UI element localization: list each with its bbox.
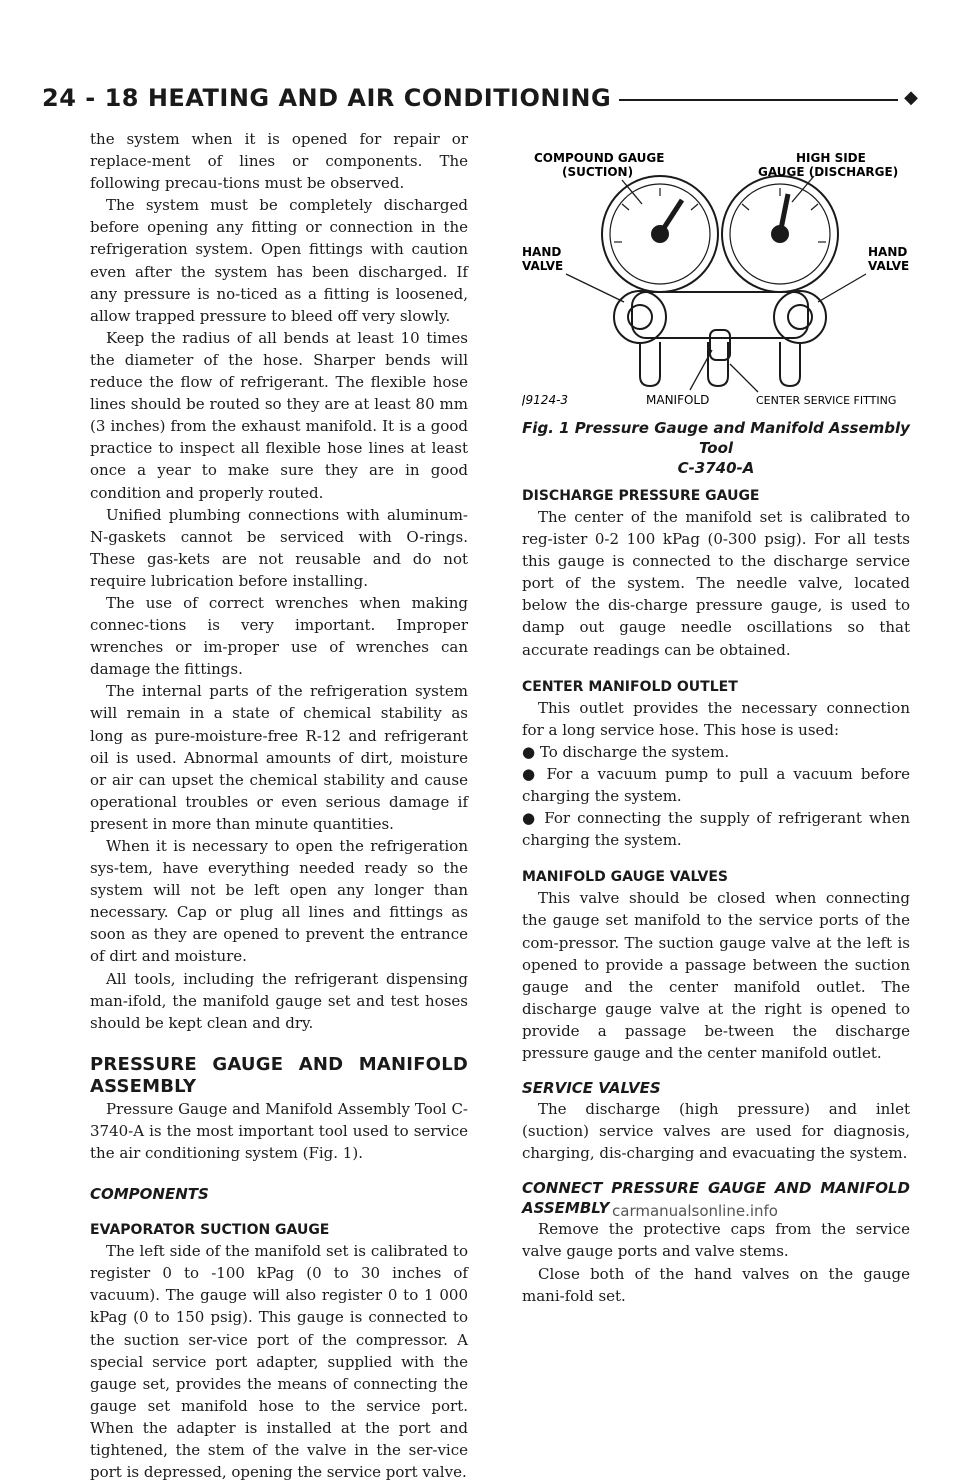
label-high-side: HIGH SIDE bbox=[796, 151, 866, 165]
subsection-heading: CONNECT PRESSURE GAUGE AND MANIFOLD ASSEMBLY bbox=[522, 1179, 910, 1218]
diamond-icon: ◆ bbox=[904, 87, 918, 108]
subsection-heading: CENTER MANIFOLD OUTLET bbox=[522, 678, 738, 695]
paragraph: All tools, including the refrigerant dispensing man-ifold, the manifold gauge set and test hoses should be kept clean and dry. bbox=[90, 969, 468, 1032]
paragraph: This valve should be closed when connecting the gauge set manifold to the service ports of the com-pressor. The suction gauge valve at the left is opened to provide a passage between the suction gauge and the center manifold outlet. The discharge gauge valve at the right is opened to provide a passage be-tween the discharge pressure gauge and the center manifold outlet. bbox=[522, 889, 910, 1062]
bullet-item: ● To discharge the system. bbox=[522, 742, 730, 761]
paragraph: the system when it is opened for repair or replace-ment of lines or components. The following precau-tions must be observed. bbox=[90, 130, 468, 193]
paragraph: The discharge (high pressure) and inlet (suction) service valves are used for diagnosis, charging, dis-charging and evacuating the system. bbox=[522, 1100, 910, 1163]
manifold-gauge-illustration bbox=[522, 142, 910, 412]
paragraph: Pressure Gauge and Manifold Assembly Tool C-3740-A is the most important tool used to service the air conditioning system (Fig. 1). bbox=[90, 1099, 468, 1163]
bullet-item: ● For a vacuum pump to pull a vacuum before charging the system. bbox=[522, 764, 910, 806]
paragraph: The use of correct wrenches when making connec-tions is very important. Improper wrenches or im-proper use of wrenches can damage the fittings. bbox=[90, 593, 468, 679]
paragraph: The system must be completely discharged before opening any fitting or connection in the refrigeration system. Open fittings with caution even after the system has been discharged. If any pressure is no-ticed as a fitting is loosened, allow trapped pressure to bleed off very slowly. bbox=[90, 196, 468, 325]
label-hand-valve-left-1: HAND bbox=[522, 245, 562, 259]
left-column bbox=[90, 128, 468, 1483]
paragraph: Close both of the hand valves on the gauge mani-fold set. bbox=[522, 1264, 910, 1305]
figure-caption bbox=[522, 418, 910, 478]
subsection-heading: EVAPORATOR SUCTION GAUGE bbox=[90, 1222, 330, 1239]
label-hand-valve-right-2: VALVE bbox=[868, 259, 910, 273]
figure-manifold-gauge bbox=[522, 142, 910, 412]
label-hand-valve-right-1: HAND bbox=[868, 245, 908, 259]
paragraph: Unified plumbing connections with aluminum-N-gaskets cannot be serviced with O-rings. These gas-kets are not reusable and do not require lubrication before installing. bbox=[90, 505, 468, 590]
label-discharge: GAUGE (DISCHARGE) bbox=[758, 165, 899, 179]
label-suction: (SUCTION) bbox=[562, 165, 634, 179]
watermark: carmanualsonline.info bbox=[612, 1202, 778, 1220]
subsection-heading: MANIFOLD GAUGE VALVES bbox=[522, 869, 728, 886]
label-figure-id: J9124-3 bbox=[522, 393, 569, 407]
paragraph: This outlet provides the necessary connection for a long service hose. This hose is used: bbox=[522, 698, 910, 739]
figure-caption-line-1: Fig. 1 Pressure Gauge and Manifold Assembly Tool bbox=[522, 419, 910, 457]
subsection-heading: COMPONENTS bbox=[90, 1185, 209, 1204]
figure-caption-line-2: C-3740-A bbox=[677, 459, 755, 477]
right-hand-valve bbox=[774, 291, 826, 343]
paragraph: Keep the radius of all bends at least 10 times the diameter of the hose. Sharper bends will reduce the flow of refrigerant. The flexible hose lines should be routed so they are at least 80 mm (3 inches) from the exhaust manifold. It is a good practice to inspect all flexible hose lines at least once a year to make sure they are in good condition and properly routed. bbox=[90, 328, 468, 502]
section-heading: PRESSURE GAUGE AND MANIFOLD ASSEMBLY bbox=[90, 1053, 468, 1097]
subsection-heading: SERVICE VALVES bbox=[522, 1079, 661, 1098]
paragraph: Remove the protective caps from the service valve gauge ports and valve stems. bbox=[522, 1220, 910, 1261]
label-hand-valve-left-2: VALVE bbox=[522, 259, 564, 273]
paragraph: When it is necessary to open the refrigeration sys-tem, have everything needed ready so the system will not be left open any longer than necessary. Cap or plug all lines and fittings as soon as they are opened to prevent the entrance of dirt and moisture. bbox=[90, 837, 468, 966]
page-header-title: 24 - 18 HEATING AND AIR CONDITIONING bbox=[42, 84, 619, 112]
paragraph: The internal parts of the refrigeration system will remain in a state of chemical stability as long as pure-moisture-free R-12 and refrigerant oil is used. Abnormal amounts of dirt, moisture or air can upset the chemical stability and cause operational troubles or even serious damage if present in more than minute quantities. bbox=[90, 682, 468, 833]
label-compound-gauge: COMPOUND GAUGE bbox=[534, 151, 665, 165]
paragraph: The left side of the manifold set is calibrated to register 0 to -100 kPag (0 to 30 inches of vacuum). The gauge will also register 0 to 1 000 kPag (0 to 150 psig). This gauge is connected to the suction ser-vice port of the compressor. A special service port adapter, supplied with the gauge set, provides the means of connecting the gauge set manifold hose to the service port. When the adapter is installed at the port and tightened, the stem of the valve in the ser-vice port is depressed, opening the service port valve. bbox=[90, 1242, 468, 1482]
label-manifold: MANIFOLD bbox=[646, 393, 710, 407]
page-header bbox=[42, 84, 922, 120]
paragraph: The center of the manifold set is calibrated to reg-ister 0-2 100 kPag (0-300 psig). For all tests this gauge is connected to the discharge service port of the system. The needle valve, located below the dis-charge pressure gauge, is used to damp out gauge needle oscillations so that accurate readings can be obtained. bbox=[522, 508, 910, 659]
right-column bbox=[522, 142, 910, 1307]
left-hand-valve bbox=[614, 291, 666, 343]
label-center-service-fitting: CENTER SERVICE FITTING bbox=[756, 394, 897, 407]
subsection-heading: DISCHARGE PRESSURE GAUGE bbox=[522, 488, 760, 504]
bullet-item: ● For connecting the supply of refrigerant when charging the system. bbox=[522, 809, 910, 850]
